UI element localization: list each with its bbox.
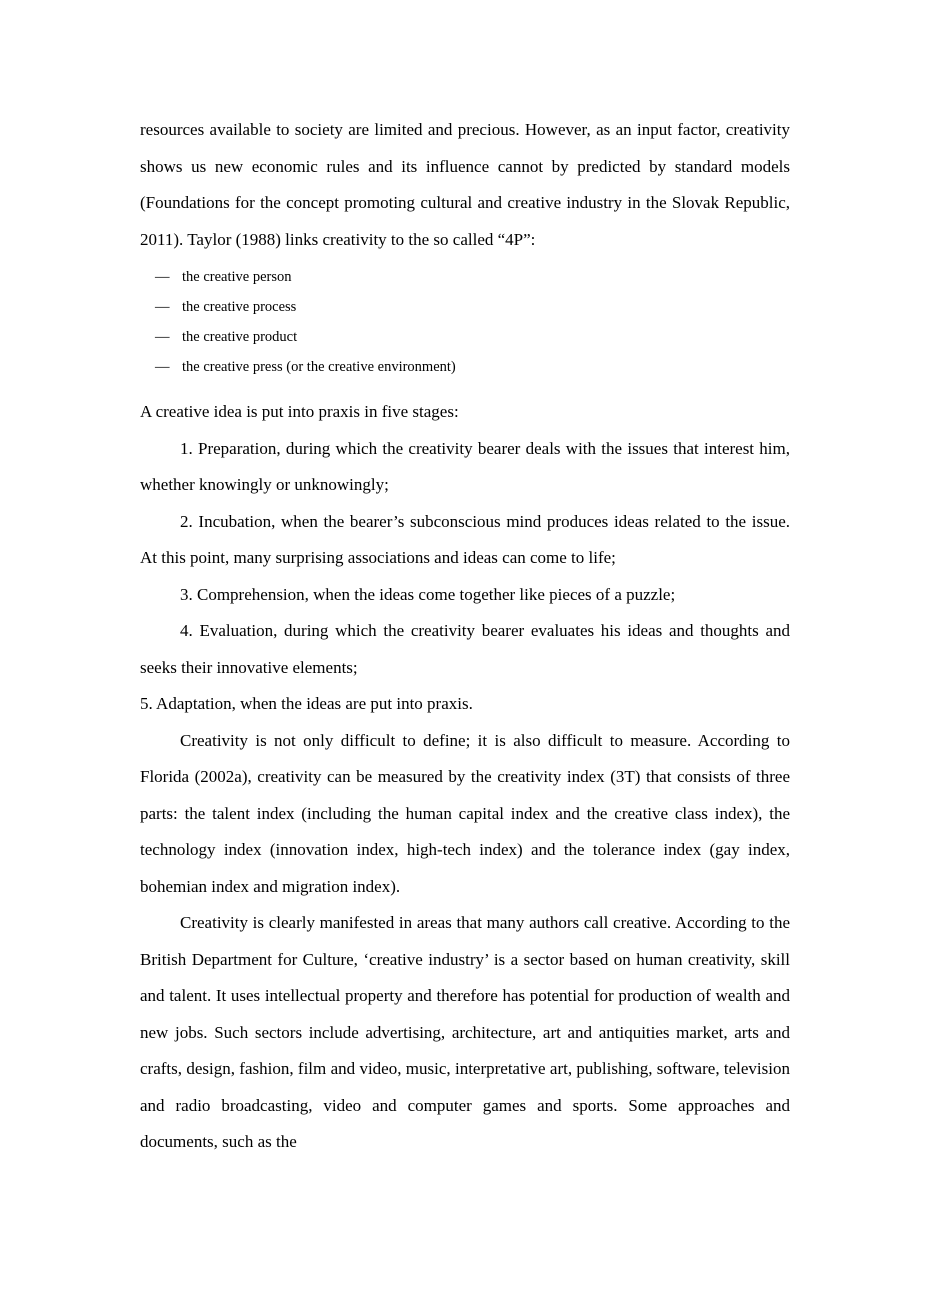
paragraph-stage-3: 3. Comprehension, when the ideas come together like pieces of a puzzle; [180, 584, 676, 604]
paragraph-intro: resources available to society are limited and precious. However, as an input factor, creativity shows us new economic rules and its influence cannot by predicted by standard models (Foundations for the concept promoting cultural and creative industry in the Slovak Republic, 2011). Taylor (1988) links creativity to the so called “4P”: [140, 120, 790, 249]
list-item-text: the creative press (or the creative environment) [182, 359, 456, 375]
list-item-text: the creative process [182, 299, 297, 315]
paragraph-stage-4: 4. Evaluation, during which the creativity bearer evaluates his ideas and thoughts and seeks their innovative elements; [140, 621, 790, 677]
creative-4p-list [140, 262, 790, 382]
paragraph-measure: Creativity is not only difficult to define; it is also difficult to measure. According to Florida (2002a), creativity can be measured by the creativity index (3T) that consists of three parts: the talent index (including the human capital index and the creative class index), the technology index (innovation index, high-tech index) and the tolerance index (gay index, bohemian index and migration index). [140, 730, 790, 896]
list-item [155, 262, 790, 292]
dash-marker: — [155, 329, 170, 345]
paragraph-industry: Creativity is clearly manifested in areas that many authors call creative. According to the British Department for Culture, ‘creative industry’ is a sector based on human creativity, skill and talent. It uses intellectual property and therefore has potential for production of wealth and new jobs. Such sectors include advertising, architecture, art and antiquities market, arts and crafts, design, fashion, film and video, music, interpretative art, publishing, software, television and radio broadcasting, video and computer games and sports. Some approaches and documents, such as the [140, 913, 790, 1151]
paragraph-stage-1: 1. Preparation, during which the creativity bearer deals with the issues that interest him, whether knowingly or unknowingly; [140, 438, 790, 494]
paragraph-stages-intro: A creative idea is put into praxis in five stages: [140, 402, 459, 421]
paragraph-stage-2: 2. Incubation, when the bearer’s subconscious mind produces ideas related to the issue. At this point, many surprising associations and ideas can come to life; [140, 511, 790, 567]
list-item [155, 352, 790, 382]
dash-marker: — [155, 269, 170, 285]
paragraph-stage-5: 5. Adaptation, when the ideas are put into praxis. [140, 694, 473, 713]
dash-marker: — [155, 299, 170, 315]
list-item [155, 322, 790, 352]
list-item-text: the creative product [182, 329, 298, 345]
list-item-text: the creative person [182, 269, 292, 285]
dash-marker: — [155, 359, 170, 375]
list-item [155, 292, 790, 322]
